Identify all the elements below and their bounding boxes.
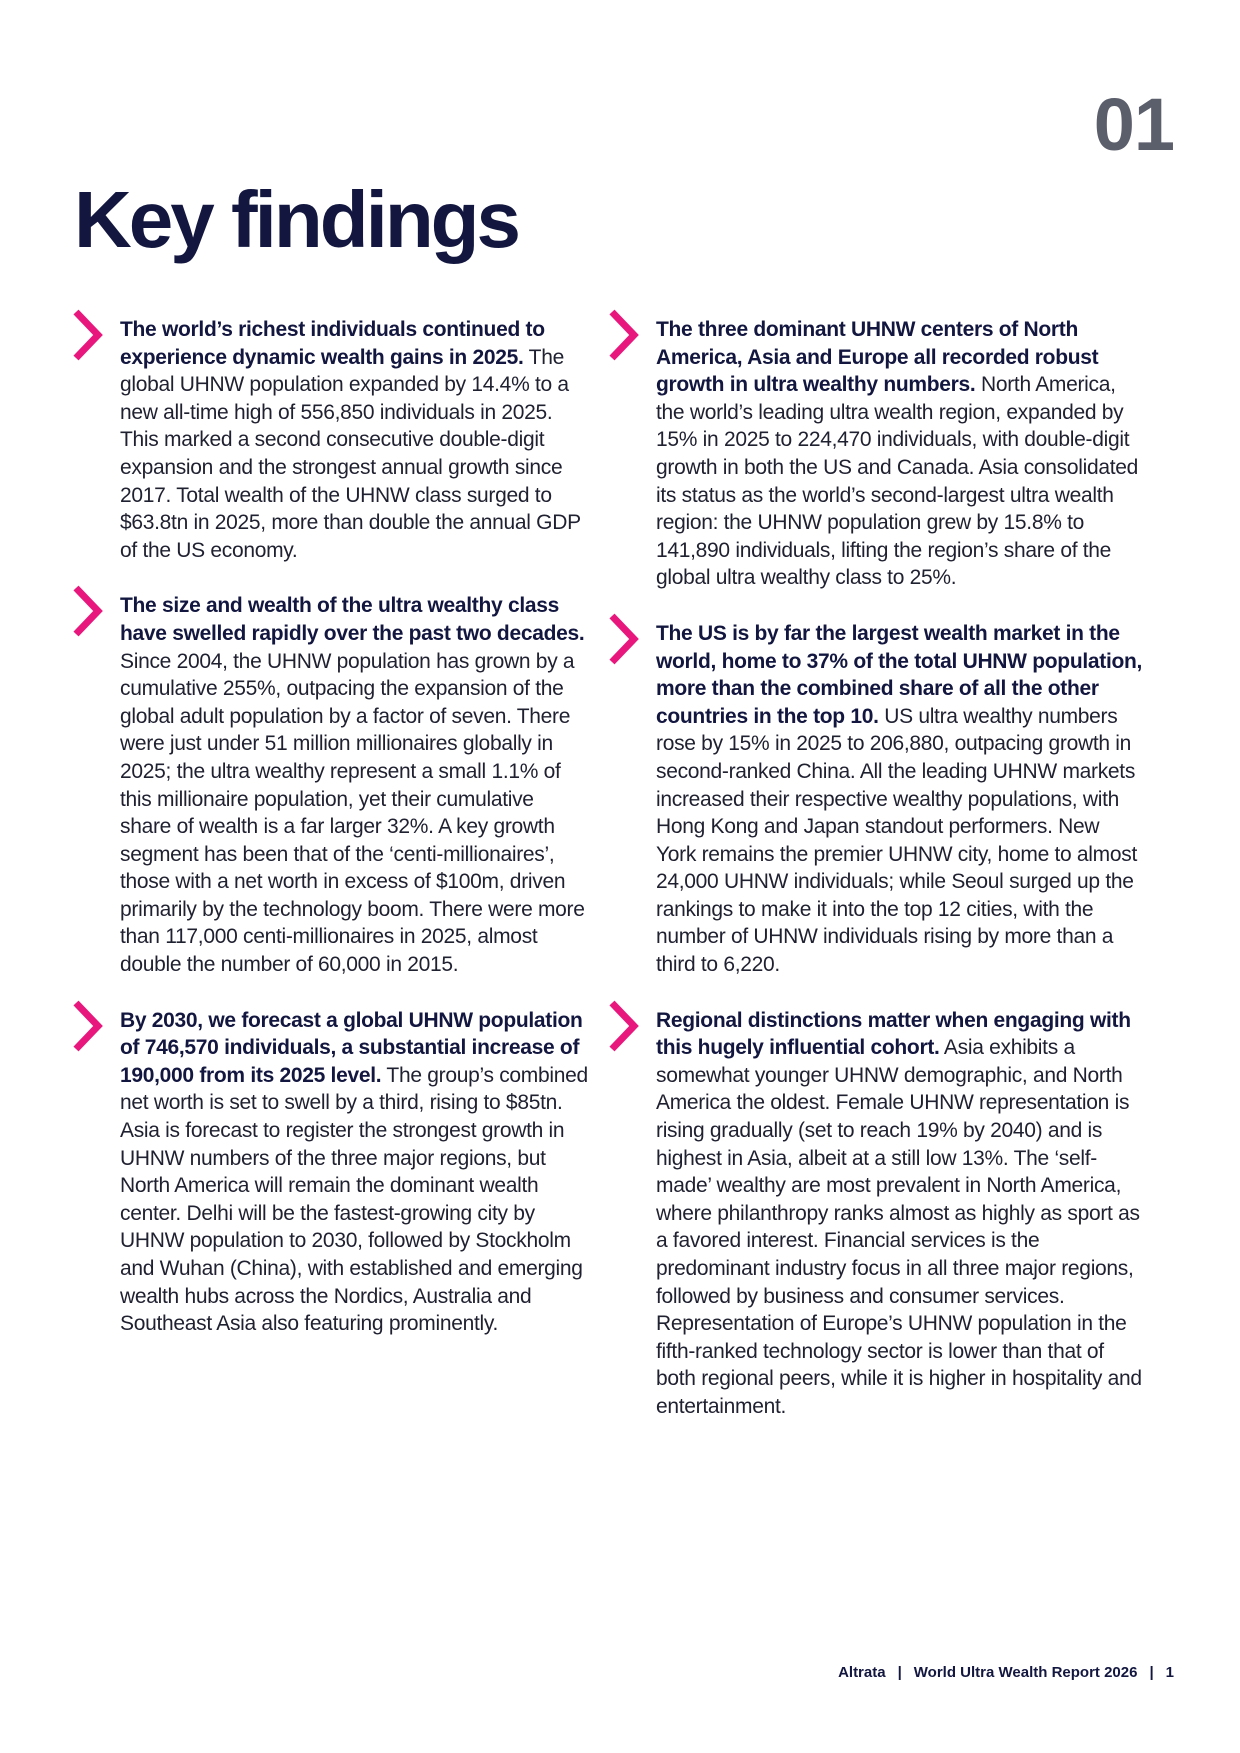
finding-text: [120, 1007, 590, 1338]
finding-lead: The US is by far the largest wealth market in the world, home to 37% of the total UHNW population, more than the combined share of all the other countries in the top 10.: [656, 621, 1143, 728]
finding-item: [120, 1007, 590, 1338]
findings-right-column: [656, 316, 1144, 1449]
finding-text: [656, 316, 1144, 592]
finding-lead: The three dominant UHNW centers of North America, Asia and Europe all recorded robust growth in ultra wealthy numbers.: [656, 318, 1099, 397]
finding-text: [120, 592, 590, 978]
finding-lead: The world’s richest individuals continued to experience dynamic wealth gains in 2025.: [120, 318, 545, 369]
finding-item: [120, 316, 590, 564]
chevron-right-icon: [70, 999, 104, 1053]
finding-text: [120, 316, 590, 564]
finding-item: [656, 620, 1144, 979]
finding-body: US ultra wealthy numbers rose by 15% in 2025 to 206,880, outpacing growth in second-ranked China. All the leading UHNW markets increased their respective wealthy populations, with Hong Kong and Japan standout performers. New York remains the premier UHNW city, home to almost 24,000 UHNW individuals; while Seoul surged up the rankings to make it into the top 12 cities, with the number of UHNW individuals rising by more than a third to 6,220.: [656, 704, 1137, 977]
finding-body: North America, the world’s leading ultra wealth region, expanded by 15% in 2025 to 224,470 individuals, with double-digit growth in both the US and Canada. Asia consolidated its status as the world’s second-largest ultra wealth region: the UHNW population grew by 15.8% to 141,890 individuals, lifting the region’s share of the global ultra wealthy class to 25%.: [656, 373, 1139, 590]
finding-body: The global UHNW population expanded by 14.4% to a new all-time high of 556,850 individuals in 2025. This marked a second consecutive double-digit expansion and the strongest annual growth since 2017. Total wealth of the UHNW class surged to $63.8tn in 2025, more than double the annual GDP of the US economy.: [120, 345, 581, 562]
finding-text: [656, 1007, 1144, 1421]
footer-report-title: World Ultra Wealth Report 2026: [913, 1664, 1138, 1681]
finding-lead: Regional distinctions matter when engaging with this hugely influential cohort.: [656, 1008, 1131, 1060]
chevron-right-icon: [606, 612, 640, 666]
finding-lead: By 2030, we forecast a global UHNW population of 746,570 individuals, a substantial increase of 190,000 from its 2025 level.: [120, 1008, 583, 1087]
finding-body: Asia exhibits a somewhat younger UHNW demographic, and North America the oldest. Female UHNW representation is rising gradually (set to reach 19% by 2040) and is highest in Asia, albeit at a still low 13%. The ‘self-made’ wealthy are most prevalent in North America, where philanthropy ranks almost as highly as sport as a favored interest. Financial services is the predominant industry focus in all three major regions, followed by business and consumer services. Representation of Europe’s UHNW population in the fifth-ranked technology sector is lower than that of both regional peers, while it is higher in hospitality and entertainment.: [656, 1036, 1142, 1418]
finding-text: [656, 620, 1144, 979]
finding-item: [656, 1007, 1144, 1421]
finding-body: Since 2004, the UHNW population has grown by a cumulative 255%, outpacing the expansion of the global adult population by a factor of seven. There were just under 51 million millionaires globally in 2025; the ultra wealthy represent a small 1.1% of this millionaire population, yet their cumulative share of wealth is a far larger 32%. A key growth segment has been that of the ‘centi-millionaires’, those with a net worth in excess of $100m, driven primarily by the technology boom. There were more than 117,000 centi-millionaires in 2025, almost double the number of 60,000 in 2015.: [120, 649, 585, 977]
finding-lead: The size and wealth of the ultra wealthy class have swelled rapidly over the past two decades.: [120, 594, 585, 645]
findings-left-column: [120, 316, 590, 1366]
chapter-number: 01: [1093, 83, 1174, 166]
chevron-right-icon: [606, 308, 640, 362]
page-title: Key findings: [74, 175, 519, 264]
finding-item: [120, 592, 590, 978]
chevron-right-icon: [606, 999, 640, 1053]
page-footer: [838, 1664, 1174, 1681]
footer-separator: |: [897, 1664, 902, 1681]
finding-body: The group’s combined net worth is set to swell by a third, rising to $85tn. Asia is forecast to register the strongest growth in UHNW numbers of the three major regions, but North America will remain the dominant wealth center. Delhi will be the fastest-growing city by UHNW population to 2030, followed by Stockholm and Wuhan (China), with established and emerging wealth hubs across the Nordics, Australia and Southeast Asia also featuring prominently.: [120, 1063, 588, 1336]
chevron-right-icon: [70, 308, 104, 362]
page-number: 1: [1165, 1664, 1174, 1681]
finding-item: [656, 316, 1144, 592]
chevron-right-icon: [70, 584, 104, 638]
footer-brand: Altrata: [838, 1664, 886, 1681]
footer-separator: |: [1149, 1664, 1154, 1681]
